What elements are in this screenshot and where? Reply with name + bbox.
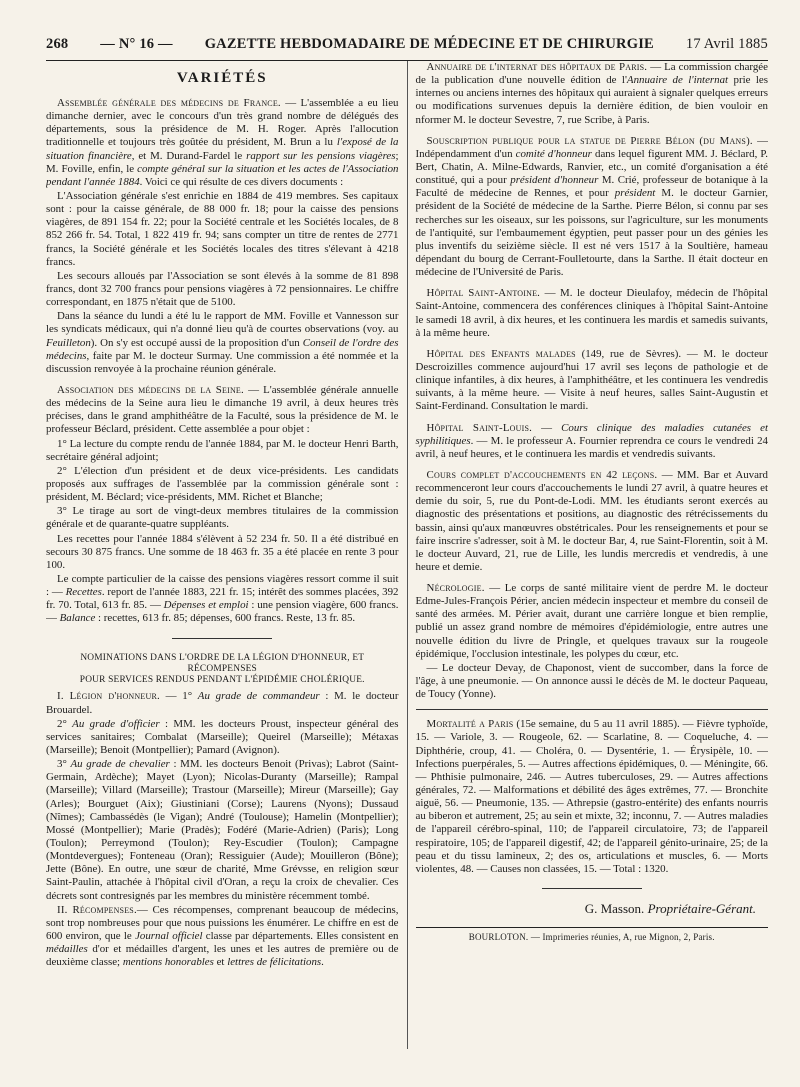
article-lead: Hôpital Saint-Antoine. bbox=[426, 287, 541, 300]
paragraph: Nécrologie. — Le corps de santé militaire vient de perdre M. le docteur Edme-Jules-François Périer, ancien médecin inspecteur et membre du conseil de santé des armées. M. Périer avait, durant une carrière longue et bien remplie, publié un assez grand nombre de mémoires d'épidémiologie, entre autres une nouvelle édition du livre de Pringle, et quelques travaux sur la rougeole épidémique, l'occlusion intestinale, les polypes du cœur, etc. bbox=[415, 582, 768, 660]
article-lead: Assemblée générale des médecins de France. bbox=[57, 97, 281, 110]
issue-number: — N° 16 — bbox=[100, 36, 173, 52]
paragraph: I. Légion d'honneur. — 1° Au grade de commandeur : M. le docteur Brouardel. bbox=[46, 690, 399, 716]
paragraph: Dans la séance du lundi a été lu le rapport de MM. Foville et Vannesson sur les syndicats médicaux, qui n'a donné lieu qu'à de courtes observations (voy. au Feuilleton). On s'y est occupé aussi de la proposition d'un Conseil de l'ordre des médecins, faite par M. le docteur Surmay. Une commission a été nommée et la discussion renvoyée à la prochaine réunion générale. bbox=[46, 310, 399, 375]
article-lead: Hôpital Saint-Louis. bbox=[426, 421, 533, 434]
separator-rule bbox=[542, 888, 642, 889]
article-lead: Annuaire de l'internat des hôpitaux de Paris. bbox=[426, 61, 648, 73]
article-lead: Mortalité a Paris bbox=[426, 718, 514, 731]
page-number: 268 bbox=[46, 36, 69, 52]
article-medecins-seine bbox=[46, 384, 399, 626]
article-enfants-malades bbox=[416, 348, 769, 414]
paragraph: 2° Au grade d'officier : MM. les docteurs Proust, inspecteur général des services sanitaires; Combalat (Marseille); Queirel (Marseille); Métaxas (Marseille); Benoit (Montpellier); Pamard (Avignon). bbox=[46, 717, 399, 756]
article-necrologie bbox=[416, 582, 769, 701]
article-saint-antoine bbox=[416, 287, 769, 340]
signature-name: G. Masson. bbox=[584, 901, 645, 917]
journal-title: GAZETTE HEBDOMADAIRE DE MÉDECINE ET DE CHIRURGIE bbox=[204, 36, 654, 52]
paragraph: Hôpital des Enfants malades (149, rue de Sèvres). — M. le docteur Descroizilles commence aujourd'hui 17 avril ses leçons de pathologie et de clinique infantiles, à dix heures, à l'amphithéâtre, et les continuera les vendredis suivants, à la même heure. — Visite à neuf heures, salles Saint-Augustin et Saint-Ferdinand. Consultation le mardi. bbox=[415, 347, 768, 413]
section-title: VARIÉTÉS bbox=[176, 70, 268, 86]
paragraph: Souscription publique pour la statue de Pierre Bélon (du Mans). — Indépendamment d'un comité d'honneur dans lequel figurent MM. J. Béclard, P. Bert, Chatin, A. Milne-Edwards, Ranvier, etc., un comité d'organisation a été constitué, qui a pour président d'honneur M. Crié, professeur de botanique à la Faculté de médecine de Rennes, et pour président M. le docteur Garnier, président de la Société de médecine de la Sarthe. Pierre Bélon, si connu par ses recherches sur les oiseaux, sur les poissons, sur l'agriculture, sur les monuments de l'antiquité, sur l'embaumement égyptien, peut passer pour un des génies les plus inventifs du seizième siècle. Il est né vers 1517 à la Soultière, hameau dépendant du bourg de Cerrant-Foulletourte, dans la Sarthe. Il était docteur en médecine de l'Université de Paris. bbox=[415, 134, 768, 279]
paragraph: Hôpital Saint-Louis. — Cours clinique des maladies cutanées et syphilitiques. — M. le professeur A. Fournier reprendra ce cours le vendredi 24 avril, à neuf heures, et le continuera les mardis et vendredis suivants. bbox=[415, 421, 768, 460]
separator-rule bbox=[172, 638, 272, 639]
issue-date: 17 Avril 1885 bbox=[685, 36, 768, 52]
article-lead: Association des médecins de la Seine. bbox=[57, 384, 244, 397]
columns bbox=[46, 61, 768, 1049]
article-lead: Nécrologie. bbox=[426, 582, 485, 595]
paragraph: Association des médecins de la Seine. — L'assemblée générale annuelle des médecins de la Seine aura lieu le dimanche 19 avril, à deux heures très précises, dans le grand amphithéâtre de la Faculté, sous la présidence de M. le professeur Béclard, président. Cette assemblée a pour objet : bbox=[46, 384, 399, 436]
running-header bbox=[46, 36, 768, 56]
nominations-title: NOMINATIONS DANS L'ORDRE DE LA LÉGION D'HONNEUR, ET RÉCOMPENSES POUR SERVICES RENDUS PENDANT L'ÉPIDÉMIE CHOLÉRIQUE. bbox=[79, 652, 365, 686]
right-column bbox=[408, 61, 769, 1049]
paragraph: II. Récompenses.— Ces récompenses, comprenant beaucoup de médecins, sont trop nombreuses pour que nous puissions les énumérer. Le chiffre en est de 600 environ, que le Journal officiel classe par départements. Elles consistent en médailles d'or et médailles d'argent, les unes et les autres de première ou de deuxième classe; mentions honorables et lettres de félicitations. bbox=[46, 903, 399, 969]
paragraph: Les secours alloués par l'Association se sont élevés à la somme de 81 898 francs, dont 32 700 francs pour pensions viagères à 72 pensionnaires. Le chiffre correspondant, en 1875 n'était que de 5100. bbox=[46, 269, 399, 309]
article-accouchements bbox=[416, 469, 769, 574]
list-item: 3° Le tirage au sort de vingt-deux membres titulaires de la commission générale et de quarante-quatre suppléants. bbox=[46, 505, 399, 531]
signature-role: Propriétaire-Gérant. bbox=[647, 901, 756, 917]
paragraph: L'Association générale s'est enrichie en 1884 de 419 membres. Ses capitaux sont : pour la caisse générale, de 88 000 fr. 18; pour la caisse des pensions viagères, de 891 154 fr. 22; pour la Société centrale et les Sociétés locales, de 8 852 266 fr. 54. Total, 1 822 419 fr. 94; sans compter un titre de rentes de 2771 francs, la Société générale et les Sociétés locales des titres s'élevant à 4218 francs. bbox=[46, 190, 399, 268]
paragraph: Les recettes pour l'année 1884 s'élèvent à 52 234 fr. 50. Il a été distribué en secours 30 875 francs. Une somme de 18 463 fr. 35 a été placée en rente 3 pour 100. bbox=[46, 532, 399, 571]
article-nominations bbox=[46, 653, 399, 970]
list-item: 1° La lecture du compte rendu de l'année 1884, par M. le docteur Henri Barth, secrétaire général adjoint; bbox=[46, 437, 399, 463]
article-lead: Hôpital des Enfants malades bbox=[426, 347, 576, 360]
paragraph: 3° Au grade de chevalier : MM. les docteurs Benoit (Privas); Labrot (Saint-Germain, Ardèche); Mayet (Lyon); Nicolas-Duranty (Marseille); Rampal (Marseille); Villard (Marseille); Trastour (Marseille); Mireur (Marseille); Gay (Arles); Bourguet (Aix); Giustiniani (Corse); Laurens (Nyons); Dussaud (Nîmes); Cambassédès (le Vigan); André (Toulouse); Hamelin (Montpellier); Mossé (Montpellier); Marie (Pradès); Fodéré (Marie-Adrien) (Paris); Long (Toulon); Perreymond (Toulon); Rey-Escudier (Toulon); Campagne (Montdevergues); Fonteneau (Oran); Ressiguier (Aude); Mouilleron (Bône); Jette (Bône). En outre, une sœur de charité, Mme Grévsse, en religion sœur Saint-Paulin, attachée à l'hôpital civil d'Oran, a reçu la croix de chevalier. Ces décrets sont contresignés par les membres du ministère récemment tombé. bbox=[46, 758, 399, 902]
paragraph: Annuaire de l'internat des hôpitaux de Paris. — La commission chargée de la publication d'une nouvelle édition de l'Annuaire de l'internat prie les internes ou anciens internes des hôpitaux qui auraient à signaler quelques erreurs ou modifications survenues depuis la dernière édition, de bien vouloir en nformer M. le docteur Sevestre, 7, rue Scribe, à Paris. bbox=[415, 61, 768, 126]
paragraph: Hôpital Saint-Antoine. — M. le docteur Dieulafoy, médecin de l'hôpital Saint-Antoine, commencera des conférences cliniques à l'hôpital Saint-Antoine le samedi 18 avril, à dix heures, et les continuera les mardis et samedis suivants, à la même heure. bbox=[415, 287, 768, 339]
article-mortalite bbox=[416, 718, 769, 876]
footer-rule bbox=[416, 927, 769, 928]
paragraph: — Le docteur Devay, de Chaponost, vient de succomber, dans la force de l'âge, à une pneumonie. — On annonce aussi le décès de M. le docteur Paqueau, de Toucy (Yonne). bbox=[415, 661, 768, 701]
paragraph: Mortalité a Paris (15e semaine, du 5 au 11 avril 1885). — Fièvre typhoïde, 15. — Variole, 3. — Rougeole, 62. — Scarlatine, 8. — Coqueluche, 4. — Diphthérie, croup, 41. — Choléra, 0. — Dysentérie, 1. — Érysipèle, 10. — Infections puerpérales, 5. — Autres affections épidémiques, 0. — Méningite, 66. — Phthisie pulmonaire, 246. — Autres tuberculoses, 29. — Autres affections générales, 72. — Malformations et débilité des âges extrêmes, 77. — Bronchite aiguë, 56. — Pneumonie, 135. — Athrepsie (gastro-entérite) des enfants nourris au biberon et autrement, 25; au sein et mixte, 32; inconnu, 7. — Autres maladies de l'appareil cérébro-spinal, 110; de l'appareil circulatoire, 73; de l'appareil respiratoire, 105; de l'appareil digestif, 42; de l'appareil génito-urinaire, 25; de la peau et du tissu lamineux, 2; des os, articulations et muscles, 6. — Morts violentes, 48. — Causes non classées, 15. — Total : 1320. bbox=[415, 718, 768, 875]
paragraph: Cours complet d'accouchements en 42 leçons. — MM. Bar et Auvard recommenceront leur cours d'accouchements le lundi 27 avril, à quatre heures et demie du soir, 5, rue du Pont-de-Lodi. MM. les étudiants seront exercés au diagnostic des présentations et positions, au diagnostic des rétrécissements du bassin, ainsi qu'aux manœuvres obstétricales. Pour les renseignements et pour se faire inscrire s'adresser, soit à M. le docteur Bar, 4, rue Saint-Florentin, soit à M. le docteur Auvard, 21, rue de Lille, les lundis mercredis et vendredis, à une heure et demie. bbox=[415, 468, 768, 573]
separator-rule bbox=[416, 709, 769, 710]
paragraph: Assemblée générale des médecins de France. — L'assemblée a eu lieu dimanche dernier, avec le concours d'un très grand nombre de délégués des départements, sous la présidence de M. H. Roger. Après l'allocution traditionnelle et toujours très goûtée du président, M. Brun a lu l'exposé de la situation financière, et M. Durand-Fardel le rapport sur les pensions viagères; M. Foville, enfin, le compte général sur la situation et les actes de l'Association pendant l'année 1884. Voici ce qui résulte de ces divers documents : bbox=[46, 97, 399, 188]
article-lead: I. Légion d'honneur. bbox=[57, 690, 160, 703]
newspaper-page bbox=[46, 36, 768, 1066]
article-lead: Souscription publique pour la statue de Pierre Bélon (du Mans). bbox=[426, 134, 753, 147]
article-lead: II. Récompenses. bbox=[57, 903, 137, 916]
article-lead: Cours complet d'accouchements en 42 leçons. bbox=[426, 468, 658, 481]
left-column bbox=[46, 61, 407, 1049]
list-item: 2° L'élection d'un président et de deux vice-présidents. Les candidats proposés aux suffrages de l'assemblée par la commission générale sont : président, M. Béclard; vice-présidents, MM. Richet et Blanche; bbox=[46, 464, 399, 504]
article-statue-belon bbox=[416, 135, 769, 280]
article-saint-louis bbox=[416, 422, 769, 461]
publisher-signature bbox=[416, 901, 769, 917]
paragraph: Le compte particulier de la caisse des pensions viagères ressort comme il suit : — Recettes. report de l'année 1883, 221 fr. 15; intérêt des sommes placées, 392 fr. 70. Total, 613 fr. 85. — Dépenses et emploi : une pension viagère, 600 francs. — Balance : recettes, 613 fr. 85; dépenses, 600 francs. Reste, 13 fr. 85. bbox=[46, 572, 399, 625]
article-assemblee-generale bbox=[46, 97, 399, 376]
article-annuaire-internat bbox=[416, 61, 769, 127]
printer-imprint: BOURLOTON. — Imprimeries réunies, A, rue Mignon, 2, Paris. bbox=[468, 931, 715, 942]
